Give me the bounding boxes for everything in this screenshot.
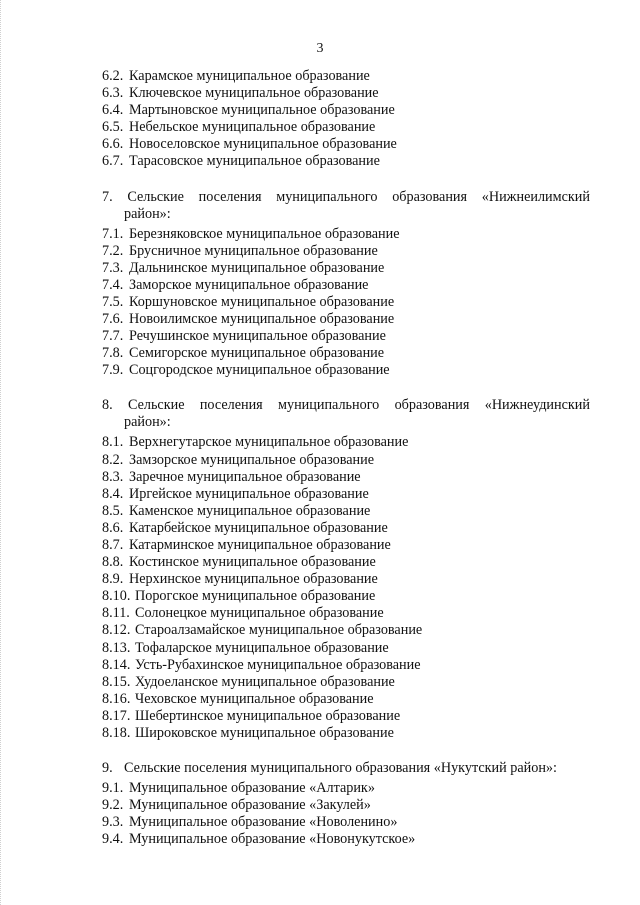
list-item-number: 8.6.: [102, 519, 124, 536]
list-item: [102, 554, 590, 571]
list-item-number: 7.4.: [102, 276, 124, 293]
list-item-number: 7.3.: [102, 259, 124, 276]
list-item-number: 8.9.: [102, 571, 124, 588]
list-item: [102, 102, 590, 119]
list-item-number: 8.14.: [102, 656, 131, 673]
list-item-text: Муниципальное образование «Алтарик»: [129, 780, 375, 797]
list-item-number: 6.6.: [102, 136, 124, 153]
list-item-number: 8.8.: [102, 554, 124, 571]
list-item-text: Замзорское муниципальное образование: [129, 451, 374, 468]
list-item-number: 7.7.: [102, 328, 124, 345]
section-number: 7.: [102, 188, 113, 205]
list-item-text: Порогское муниципальное образование: [135, 588, 376, 605]
list-item: [102, 260, 590, 277]
list-item-text: Небельское муниципальное образование: [129, 119, 376, 136]
list-item-text: Тарасовское муниципальное образование: [129, 153, 380, 170]
list-item-text: Катарминское муниципальное образование: [129, 536, 391, 553]
list-item: [102, 571, 590, 588]
list-item-text: Нерхинское муниципальное образование: [129, 571, 378, 588]
heading-word: поселения: [199, 397, 263, 414]
heading-word: образования: [394, 397, 470, 414]
list-item-number: 8.7.: [102, 536, 124, 553]
list-item: [102, 657, 590, 674]
list-item-number: 8.12.: [102, 622, 131, 639]
list-item-number: 7.9.: [102, 362, 124, 379]
list-item-number: 8.15.: [102, 673, 131, 690]
block-gap: [102, 742, 590, 760]
document-body: [102, 68, 590, 848]
list-section-6: [102, 68, 590, 171]
list-item-number: 6.2.: [102, 68, 124, 84]
list-item-text: Березняковское муниципальное образование: [129, 225, 400, 242]
list-item: [102, 119, 590, 136]
list-item: [102, 797, 590, 814]
list-item-text: Каменское муниципальное образование: [129, 502, 371, 519]
list-item: [102, 311, 590, 328]
list-item-number: 8.4.: [102, 485, 124, 502]
section-9-heading: [102, 760, 590, 777]
list-item-text: Речушинское муниципальное образование: [129, 328, 386, 345]
list-item: [102, 486, 590, 503]
list-item-text: Иргейское муниципальное образование: [129, 485, 369, 502]
list-item-number: 8.11.: [102, 605, 130, 622]
list-item-number: 6.7.: [102, 153, 124, 170]
list-item-number: 9.4.: [102, 831, 124, 848]
list-item-number: 8.2.: [102, 451, 124, 468]
heading-word: Сельские: [127, 188, 184, 205]
list-item: [102, 537, 590, 554]
scan-edge: [0, 0, 4, 905]
heading-word: образования: [392, 188, 468, 205]
list-item-number: 6.5.: [102, 119, 124, 136]
list-item-number: 9.3.: [102, 814, 124, 831]
list-item-text: Широковское муниципальное образование: [135, 725, 394, 741]
list-item: [102, 831, 590, 848]
list-item-text: Семигорское муниципальное образование: [129, 345, 385, 362]
list-item: [102, 520, 590, 537]
section-8-heading-line-2: район»:: [124, 414, 171, 431]
block-gap: [102, 379, 590, 397]
list-item-text: Худоеланское муниципальное образование: [135, 673, 395, 690]
list-item: [102, 469, 590, 486]
list-item: [102, 780, 590, 797]
list-item-text: Катарбейское муниципальное образование: [129, 519, 388, 536]
list-item: [102, 640, 590, 657]
list-item: [102, 362, 590, 379]
list-item-number: 8.17.: [102, 707, 131, 724]
list-item-text: Заречное муниципальное образование: [129, 468, 361, 485]
list-item-number: 9.1.: [102, 780, 124, 797]
list-item: [102, 85, 590, 102]
list-section-8: [102, 434, 590, 742]
list-item-text: Муниципальное образование «Закулей»: [129, 797, 371, 814]
list-item-text: Ключевское муниципальное образование: [129, 85, 379, 102]
list-item-text: Шебертинское муниципальное образование: [135, 707, 401, 724]
list-item: [102, 277, 590, 294]
list-item: [102, 153, 590, 170]
list-item-number: 8.18.: [102, 725, 131, 741]
list-item-text: Дальнинское муниципальное образование: [129, 259, 385, 276]
list-item: [102, 136, 590, 153]
list-item: [102, 605, 590, 622]
list-item: [102, 622, 590, 639]
list-item: [102, 68, 590, 85]
list-section-9: [102, 780, 590, 848]
list-item-text: Новоилимское муниципальное образование: [129, 311, 395, 328]
list-item: [102, 708, 590, 725]
list-item-text: Карамское муниципальное образование: [129, 68, 370, 84]
heading-word: «Нижнеудинский: [484, 397, 590, 414]
list-item-text: Тофаларское муниципальное образование: [135, 639, 389, 656]
list-item-text: Усть-Рубахинское муниципальное образование: [135, 656, 421, 673]
section-9-number: 9.: [102, 760, 113, 777]
list-item: [102, 243, 590, 260]
heading-word: поселения: [198, 188, 262, 205]
list-item-text: Чеховское муниципальное образование: [135, 690, 374, 707]
list-item-number: 6.3.: [102, 85, 124, 102]
section-8-heading-line-1: [102, 397, 590, 414]
heading-word: муниципального: [278, 397, 380, 414]
list-item-text: Верхнегутарское муниципальное образование: [129, 434, 409, 451]
list-item-number: 7.2.: [102, 242, 124, 259]
list-item: [102, 725, 590, 742]
list-item-text: Муниципальное образование «Новоленино»: [129, 814, 398, 831]
heading-word: «Нижнеилимский: [481, 188, 590, 205]
section-7-heading-line-2: район»:: [124, 205, 171, 222]
list-item-text: Новоселовское муниципальное образование: [129, 136, 397, 153]
list-item-number: 7.5.: [102, 293, 124, 310]
list-item: [102, 452, 590, 469]
section-number: 8.: [102, 397, 113, 414]
list-item-number: 8.3.: [102, 468, 124, 485]
list-item-text: Соцгородское муниципальное образование: [129, 362, 390, 379]
list-item-text: Костинское муниципальное образование: [129, 554, 376, 571]
list-item-number: 7.1.: [102, 225, 124, 242]
list-item-number: 8.5.: [102, 502, 124, 519]
list-item-number: 6.4.: [102, 102, 124, 119]
list-item: [102, 328, 590, 345]
section-8-heading: [102, 397, 590, 431]
list-item: [102, 434, 590, 451]
list-item: [102, 588, 590, 605]
list-item-number: 8.16.: [102, 690, 131, 707]
list-item-number: 7.8.: [102, 345, 124, 362]
list-item-number: 8.10.: [102, 588, 131, 605]
heading-word: Сельские: [127, 397, 185, 414]
list-section-7: [102, 226, 590, 380]
block-gap: [102, 171, 590, 189]
list-item-number: 7.6.: [102, 311, 124, 328]
list-item-number: 8.1.: [102, 434, 124, 451]
list-item-text: Муниципальное образование «Новонукутское»: [129, 831, 416, 848]
list-item: [102, 691, 590, 708]
list-item: [102, 345, 590, 362]
list-item: [102, 674, 590, 691]
list-item-text: Брусничное муниципальное образование: [129, 242, 378, 259]
list-item-text: Коршуновское муниципальное образование: [129, 293, 395, 310]
list-item-text: Староалзамайское муниципальное образование: [135, 622, 423, 639]
list-item-text: Солонецкое муниципальное образование: [135, 605, 384, 622]
list-item-text: Заморское муниципальное образование: [129, 276, 369, 293]
list-item-number: 8.13.: [102, 639, 131, 656]
section-9-title: Сельские поселения муниципального образования «Нукутский район»:: [124, 760, 557, 777]
list-item-text: Мартыновское муниципальное образование: [129, 102, 395, 119]
section-7-heading: [102, 189, 590, 223]
list-item-number: 9.2.: [102, 797, 124, 814]
list-item: [102, 503, 590, 520]
list-item: [102, 294, 590, 311]
list-item: [102, 226, 590, 243]
section-7-heading-line-1: [102, 189, 590, 206]
page-number: 3: [316, 41, 324, 56]
list-item: [102, 814, 590, 831]
heading-word: муниципального: [276, 188, 378, 205]
